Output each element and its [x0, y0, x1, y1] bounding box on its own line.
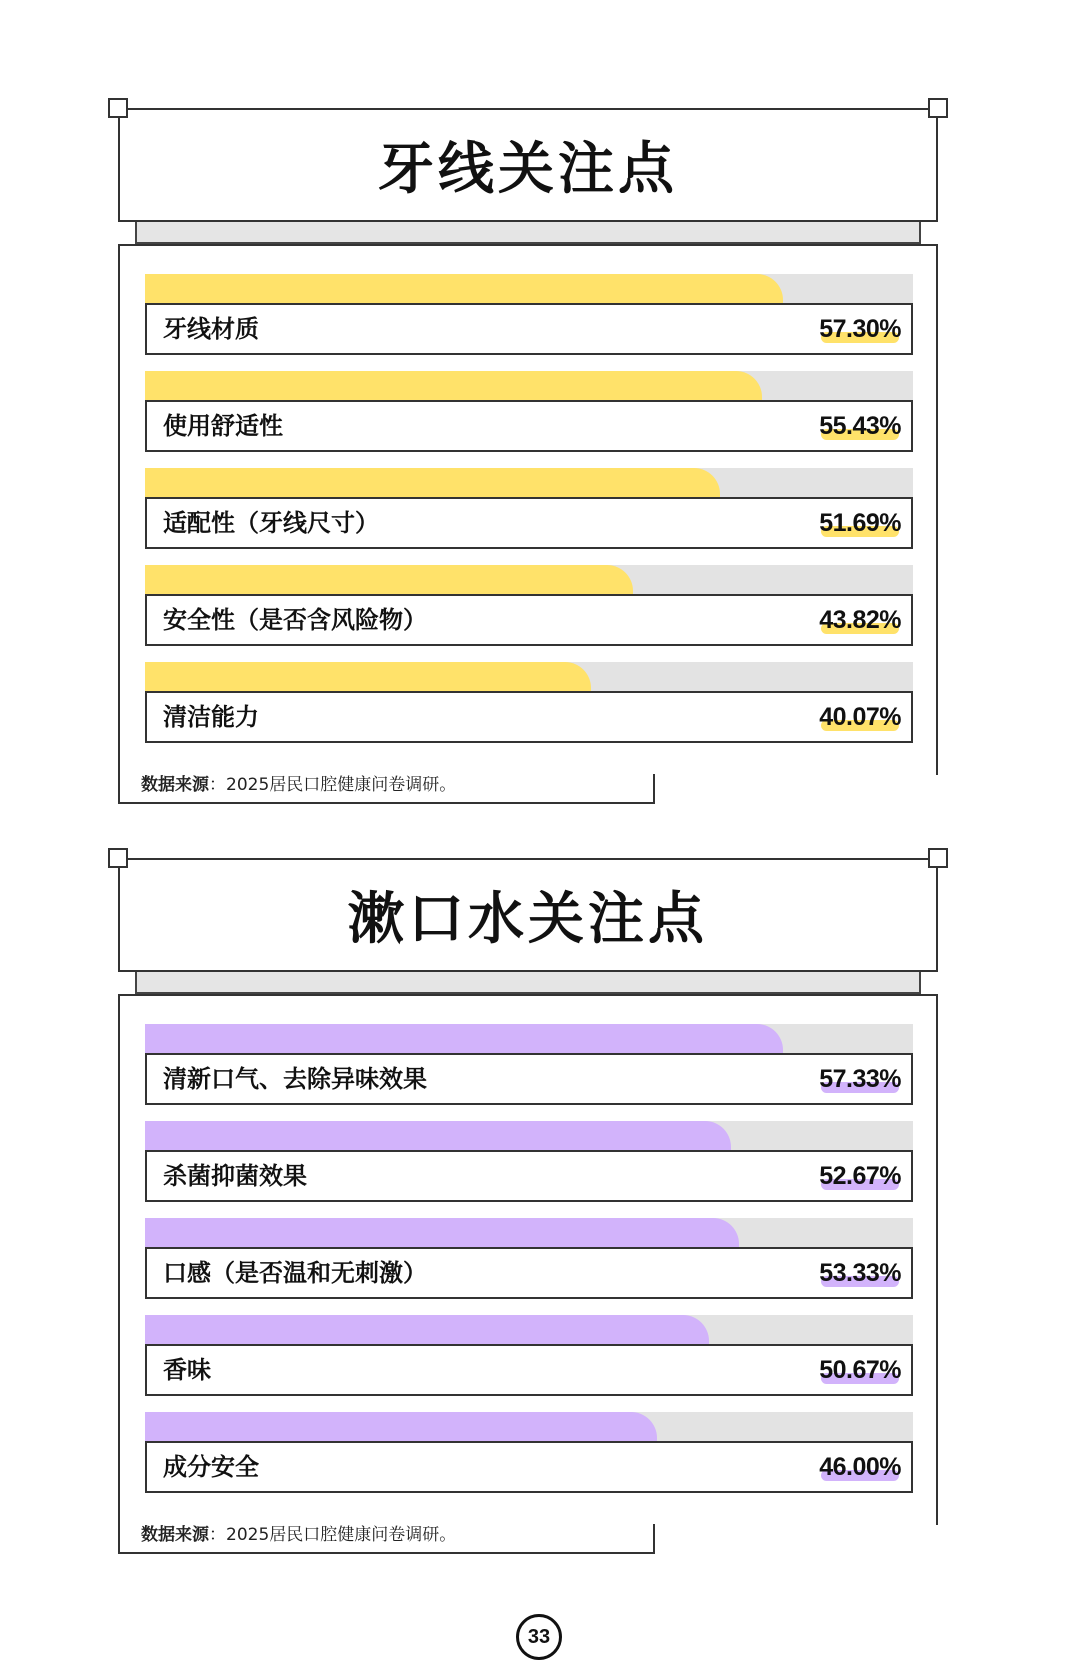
corner-marker-right: [928, 98, 948, 118]
bar-track: [145, 1412, 913, 1442]
bar-track: [145, 1315, 913, 1345]
page-number: 33: [516, 1614, 562, 1660]
category-label: 杀菌抑菌效果: [163, 1162, 307, 1190]
title-shadow: [135, 220, 921, 244]
source-text: ：2025居民口腔健康问卷调研。: [209, 775, 457, 795]
bar-label-box: [145, 1441, 913, 1493]
bar-track: [145, 468, 913, 498]
corner-marker-right: [928, 848, 948, 868]
bar-track: [145, 662, 913, 692]
category-label: 香味: [163, 1356, 211, 1384]
bar: [145, 1024, 783, 1054]
panel-notch: [655, 1525, 945, 1565]
bar: [145, 468, 720, 498]
value-label-wrap: [819, 1055, 901, 1103]
value-label: 43.82%: [819, 606, 901, 634]
value-label: 57.30%: [819, 315, 901, 343]
bar-row: [145, 662, 913, 744]
panel-notch: [655, 775, 945, 815]
value-label-wrap: [819, 693, 901, 741]
value-label: 55.43%: [819, 412, 901, 440]
bar-label-box: [145, 1053, 913, 1105]
source-note: [141, 1520, 456, 1545]
value-label-wrap: [819, 596, 901, 644]
section-title: 漱口水关注点: [348, 887, 708, 952]
category-label: 安全性（是否含风险物）: [163, 606, 427, 634]
corner-marker-left: [108, 98, 128, 118]
bar-track: [145, 1121, 913, 1151]
bar-label-box: [145, 1344, 913, 1396]
bar-row: [145, 1024, 913, 1106]
value-label-wrap: [819, 499, 901, 547]
category-label: 清新口气、去除异味效果: [163, 1065, 427, 1093]
category-label: 清洁能力: [163, 703, 259, 731]
value-label-wrap: [819, 305, 901, 353]
bar: [145, 1315, 709, 1345]
bar-row: [145, 1315, 913, 1397]
bar-label-box: [145, 1150, 913, 1202]
value-label-wrap: [819, 1346, 901, 1394]
value-label-wrap: [819, 1249, 901, 1297]
bar-label-box: [145, 400, 913, 452]
category-label: 成分安全: [163, 1453, 259, 1481]
source-label: 数据来源: [141, 1525, 209, 1545]
value-label: 50.67%: [819, 1356, 901, 1384]
bar-row: [145, 274, 913, 356]
value-label: 51.69%: [819, 509, 901, 537]
bar-row: [145, 1412, 913, 1494]
bar-track: [145, 371, 913, 401]
bar-track: [145, 274, 913, 304]
value-label: 53.33%: [819, 1259, 901, 1287]
title-shadow: [135, 970, 921, 994]
bar: [145, 1218, 739, 1248]
category-label: 适配性（牙线尺寸）: [163, 509, 379, 537]
panel-bottom-edge: [653, 1524, 655, 1554]
value-label-wrap: [819, 1152, 901, 1200]
bar-row: [145, 371, 913, 453]
bar-row: [145, 1121, 913, 1203]
value-label: 57.33%: [819, 1065, 901, 1093]
bar-label-box: [145, 497, 913, 549]
source-text: ：2025居民口腔健康问卷调研。: [209, 1525, 457, 1545]
source-label: 数据来源: [141, 775, 209, 795]
bar-label-box: [145, 303, 913, 355]
bar: [145, 565, 633, 595]
value-label-wrap: [819, 402, 901, 450]
title-box: [118, 108, 938, 222]
bar-track: [145, 565, 913, 595]
section-title: 牙线关注点: [378, 137, 678, 202]
bar: [145, 662, 591, 692]
bar: [145, 274, 783, 304]
value-label: 52.67%: [819, 1162, 901, 1190]
bar-label-box: [145, 691, 913, 743]
bar-track: [145, 1218, 913, 1248]
bar-row: [145, 468, 913, 550]
bar-label-box: [145, 1247, 913, 1299]
value-label: 40.07%: [819, 703, 901, 731]
source-note: [141, 770, 456, 795]
bar-row: [145, 565, 913, 647]
category-label: 牙线材质: [163, 315, 259, 343]
corner-marker-left: [108, 848, 128, 868]
bar: [145, 1412, 657, 1442]
category-label: 口感（是否温和无刺激）: [163, 1259, 427, 1287]
category-label: 使用舒适性: [163, 412, 283, 440]
bar: [145, 371, 762, 401]
bar: [145, 1121, 731, 1151]
panel-bottom-edge: [653, 774, 655, 804]
bar-row: [145, 1218, 913, 1300]
bar-label-box: [145, 594, 913, 646]
bar-track: [145, 1024, 913, 1054]
value-label: 46.00%: [819, 1453, 901, 1481]
value-label-wrap: [819, 1443, 901, 1491]
title-box: [118, 858, 938, 972]
